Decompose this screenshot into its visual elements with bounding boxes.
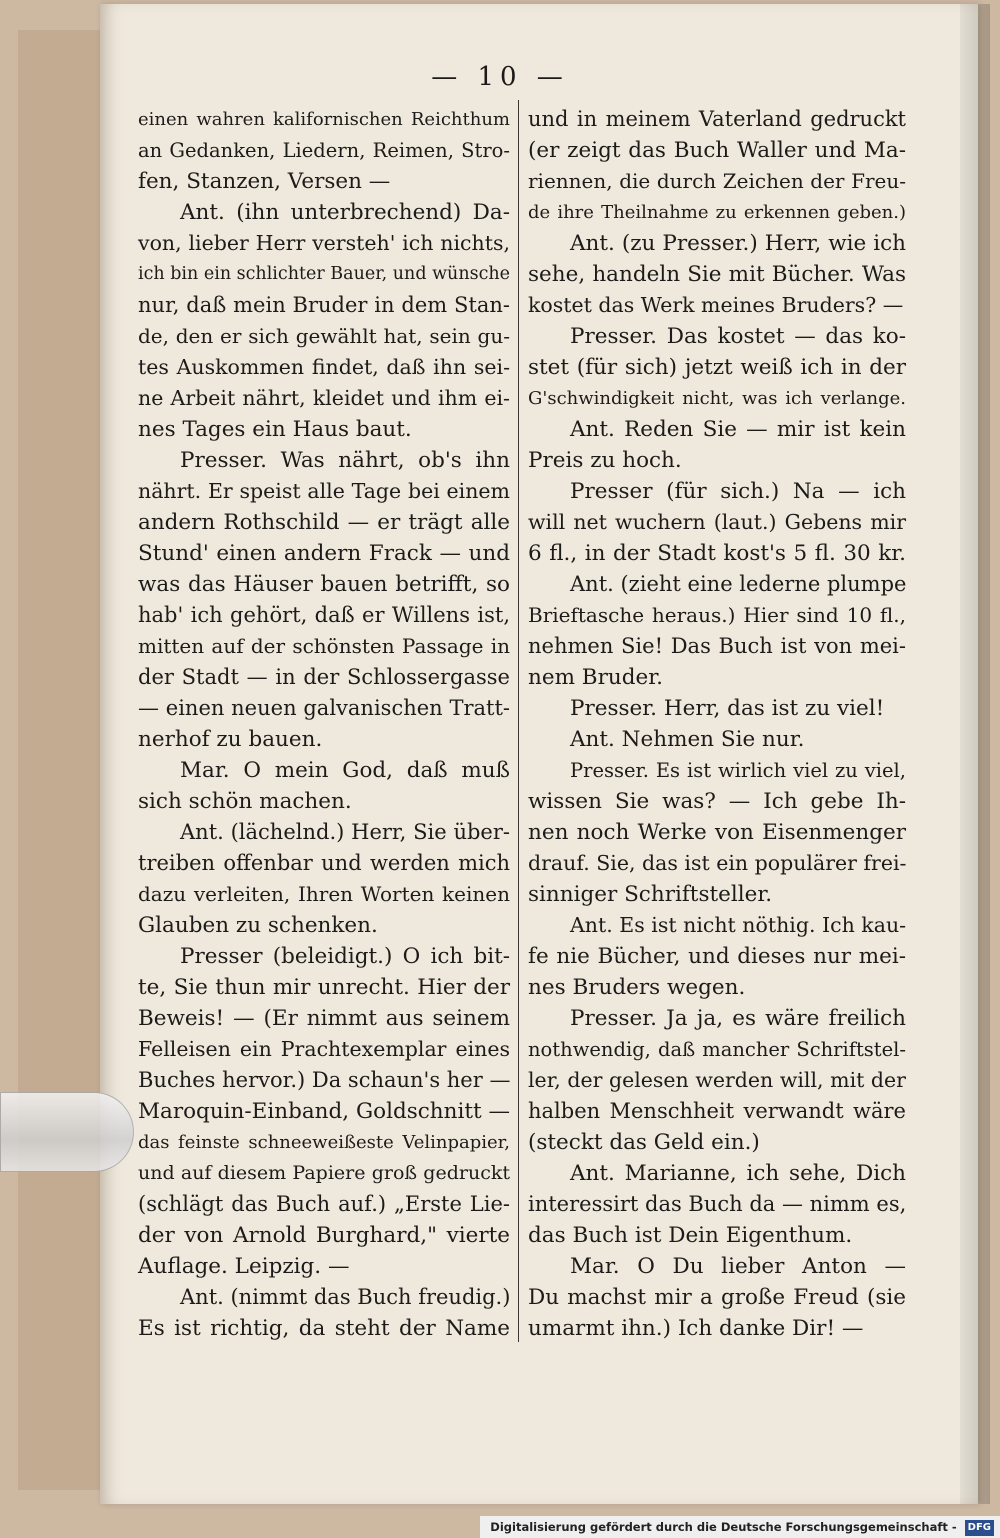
text-line: Preis zu hoch.: [528, 448, 682, 473]
text-line: von, lieber Herr versteh' ich nichts,: [138, 231, 510, 255]
text-line: Maroquin-Einband, Goldschnitt —: [138, 1099, 510, 1124]
text-line: andern Rothschild — er trägt alle: [138, 510, 510, 535]
page-edge-shadow: [960, 4, 990, 1504]
text-line: will net wuchern (laut.) Gebens mir: [528, 510, 906, 534]
text-line: nährt. Er speist alle Tage bei einem: [138, 479, 510, 503]
text-line: Presser. Herr, das ist zu viel!: [570, 696, 885, 721]
text-line: nerhof zu bauen.: [138, 727, 323, 752]
column-divider: [518, 100, 519, 1342]
text-line: drauf. Sie, das ist ein populärer frei-: [528, 851, 907, 875]
text-line: ler, der gelesen werden will, mit der: [528, 1068, 906, 1092]
text-line: Ant. (lächelnd.) Herr, Sie über-: [180, 820, 510, 844]
text-line: Stund' einen andern Frack — und: [138, 541, 510, 566]
text-line: Es ist richtig, da steht der Name: [138, 1316, 510, 1341]
page-number: — 10 —: [431, 62, 569, 92]
text-line: halben Menschheit verwandt wäre: [528, 1099, 906, 1123]
text-line: ne Arbeit nährt, kleidet und ihm ei-: [138, 386, 510, 410]
text-line: interessirt das Buch da — nimm es,: [528, 1192, 907, 1216]
text-line: — einen neuen galvanischen Tratt-: [138, 696, 510, 720]
right-text-column: [528, 104, 906, 1354]
text-line: Du machst mir a große Freud (sie: [528, 1285, 906, 1310]
text-line: der Stadt — in der Schlossergasse: [138, 665, 510, 689]
text-line: Presser (für sich.) Na — ich: [570, 479, 906, 504]
text-line: (steckt das Geld ein.): [528, 1130, 760, 1155]
text-line: nem Bruder.: [528, 665, 663, 690]
text-line: de ihre Theilnahme zu erkennen geben.): [528, 202, 906, 223]
text-line: nen noch Werke von Eisenmenger: [528, 820, 906, 845]
text-line: Ant. Es ist nicht nöthig. Ich kau-: [570, 913, 907, 937]
text-line: hab' ich gehört, daß er Willens ist,: [138, 603, 510, 627]
footer-text: Digitalisierung gefördert durch die Deutsche Forschungsgemeinschaft -: [490, 1520, 957, 1534]
text-line: Mar. O Du lieber Anton —: [570, 1254, 906, 1279]
text-line: Presser. Das kostet — das ko-: [570, 324, 906, 349]
text-line: ich bin ein schlichter Bauer, und wünsche: [138, 264, 511, 284]
text-line: nes Tages ein Haus baut.: [138, 417, 412, 442]
text-line: Auflage. Leipzig. —: [138, 1254, 350, 1279]
text-line: Ant. Marianne, ich sehe, Dich: [570, 1161, 906, 1186]
text-line: (schlägt das Buch auf.) „Erste Lie-: [138, 1192, 510, 1216]
text-line: und in meinem Vaterland gedruckt: [528, 107, 906, 131]
text-line: einen wahren kalifornischen Reichthum: [138, 109, 510, 130]
text-line: Glauben zu schenken.: [138, 913, 378, 938]
text-line: Ant. Nehmen Sie nur.: [570, 727, 805, 752]
text-line: te, Sie thun mir unrecht. Hier der: [138, 975, 510, 1000]
left-text-column: [138, 104, 510, 1354]
text-line: mitten auf der schönsten Passage in: [138, 634, 510, 658]
text-line: G'schwindigkeit nicht, was ich verlange.: [528, 388, 906, 409]
text-line: Ant. Reden Sie — mir ist kein: [570, 417, 906, 442]
text-line: sinniger Schriftsteller.: [528, 882, 773, 907]
text-line: Presser (beleidigt.) O ich bit-: [180, 944, 510, 969]
text-line: stet (für sich) jetzt weiß ich in der: [528, 355, 906, 380]
text-line: fe nie Bücher, und dieses nur mei-: [528, 944, 906, 969]
text-line: Mar. O mein God, daß muß: [180, 758, 510, 783]
text-line: Ant. (zu Presser.) Herr, wie ich: [570, 231, 906, 256]
text-line: wissen Sie was? — Ich gebe Ih-: [528, 789, 906, 814]
text-line: 6 fl., in der Stadt kost's 5 fl. 30 kr.: [528, 541, 906, 566]
text-line: der von Arnold Burghard," vierte: [138, 1223, 510, 1248]
text-line: nothwendig, daß mancher Schriftstel-: [528, 1038, 906, 1061]
text-line: das feinste schneeweißeste Velinpapier,: [138, 1132, 510, 1153]
text-line: an Gedanken, Liedern, Reimen, Stro-: [138, 139, 510, 162]
text-line: Presser. Was nährt, ob's ihn: [180, 448, 510, 473]
text-line: riennen, die durch Zeichen der Freu-: [528, 169, 906, 193]
book-cover-edge: [18, 30, 109, 1490]
text-line: treiben offenbar und werden mich: [138, 851, 510, 875]
text-line: Buches hervor.) Da schaun's her —: [138, 1068, 511, 1092]
text-line: das Buch ist Dein Eigenthum.: [528, 1223, 853, 1248]
text-line: kostet das Werk meines Bruders? —: [528, 293, 904, 317]
text-line: fen, Stanzen, Versen —: [138, 169, 391, 194]
text-line: dazu verleiten, Ihren Worten keinen: [138, 882, 510, 906]
text-line: nur, daß mein Bruder in dem Stan-: [138, 293, 510, 317]
text-line: Brieftasche heraus.) Hier sind 10 fl.,: [528, 603, 906, 627]
text-line: Ant. (ihn unterbrechend) Da-: [180, 200, 510, 225]
text-line: Presser. Es ist wirlich viel zu viel,: [570, 759, 906, 782]
text-line: Ant. (nimmt das Buch freudig.): [180, 1285, 511, 1309]
text-line: Presser. Ja ja, es wäre freilich: [570, 1006, 906, 1031]
digitization-footer: [480, 1516, 1000, 1538]
text-line: Felleisen ein Prachtexemplar eines: [138, 1037, 510, 1061]
dfg-logo: DFG: [965, 1520, 994, 1536]
text-line: und auf diesem Papiere groß gedruckt: [138, 1162, 510, 1184]
text-line: was das Häuser bauen betrifft, so: [138, 572, 510, 597]
text-line: tes Auskommen findet, daß ihn sei-: [138, 355, 510, 379]
page-clip: [0, 1092, 134, 1172]
text-line: sehe, handeln Sie mit Bücher. Was: [528, 262, 906, 287]
text-line: de, den er sich gewählt hat, sein gu-: [138, 324, 510, 348]
text-line: sich schön machen.: [138, 789, 352, 814]
text-line: Ant. (zieht eine lederne plumpe: [570, 572, 907, 596]
text-line: nes Bruders wegen.: [528, 975, 746, 1000]
text-line: umarmt ihn.) Ich danke Dir! —: [528, 1316, 864, 1341]
text-line: (er zeigt das Buch Waller und Ma-: [528, 138, 906, 163]
text-line: Beweis! — (Er nimmt aus seinem: [138, 1006, 510, 1031]
text-line: nehmen Sie! Das Buch ist von mei-: [528, 634, 906, 658]
